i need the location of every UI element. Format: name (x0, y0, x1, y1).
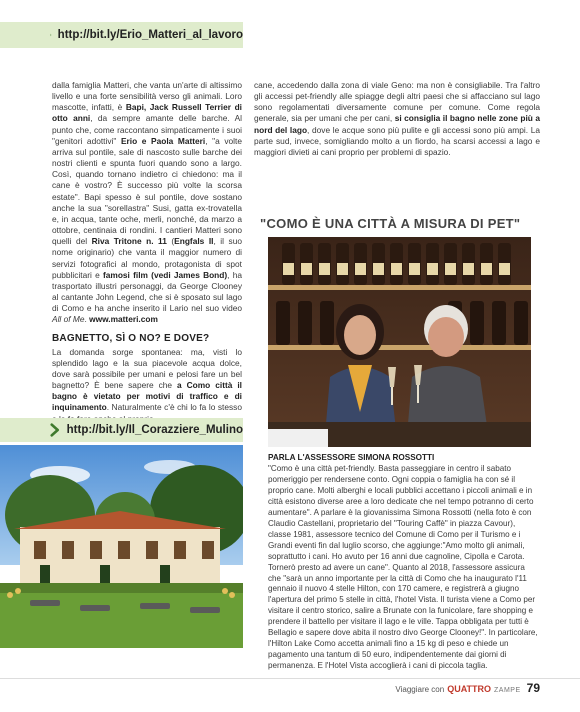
text-run: cane, accedendo dalla zona di viale Geno: ma non è consigliabile. Tra l'altro gli accessi pet-friendly alle spiagge degli altri paesi che si affacciano sul lago sono regolamentati diversamente comune per comune. Come regola generale, sia per umani che per cani, (254, 80, 540, 124)
chevron-right-icon (50, 24, 52, 46)
text-run: , dove le acque sono più pulite e gli accessi sono più ampi. La parte sud, invece, somigliando molto a un fiordo, ha scarsi accessi a lago e maggiori divieti ai cani proprio per problemi di spazio. (254, 124, 540, 157)
emphasis-text: si consiglia il bagno nelle zone più a nord del lago (254, 113, 541, 135)
emphasis-text: Erio e Paola Matteri (120, 135, 206, 146)
text-run: . Naturalmente c'è chi lo fa lo stesso (106, 402, 242, 413)
page-footer (395, 681, 540, 695)
text-run: , ha trasportato illustri personaggi, da George Clooney al cantante John Legend, che si è sposato sul lago di Como e ha anche inserito il Lario nel suo video (52, 269, 242, 314)
caption-heading: PARLA L'ASSESSORE SIMONA ROSSOTTI (268, 453, 435, 462)
footer-divider (0, 678, 580, 679)
article-column-left (52, 80, 242, 425)
emphasis-text: a Como città il bagno è vietato per motivi di traffico e di inquinamento (52, 380, 242, 413)
footer-prefix: Viaggiare con (395, 685, 445, 694)
link-url[interactable]: http://bit.ly/Il_Corazziere_Mulino (66, 424, 243, 436)
article-paragraph (52, 80, 242, 325)
article-column-right (254, 80, 540, 158)
page-number: 79 (526, 681, 540, 695)
magazine-logo-suffix: ZAMPE (494, 687, 521, 694)
emphasis-text: Riva Tritone n. 11 (91, 236, 167, 247)
italic-text: All of Me (52, 314, 85, 325)
emphasis-text: Engfals II (174, 236, 214, 247)
text-run: ( (166, 236, 175, 247)
link-banner-mid[interactable] (0, 418, 243, 442)
chevron-right-icon (50, 419, 61, 441)
magazine-logo: QUATTRO (447, 684, 492, 694)
emphasis-text[interactable]: www.matteri.com (89, 314, 158, 325)
box-title: "COMO È UNA CITTÀ A MISURA DI PET" (260, 216, 521, 231)
link-url[interactable]: http://bit.ly/Erio_Matteri_al_lavoro (57, 29, 243, 41)
emphasis-text: Bapi, Jack Russell Terrier di otto anni (52, 102, 242, 124)
link-banner-top[interactable] (0, 22, 243, 48)
text-run: , "a volte arriva sul pontile, sale di nascosto sulle barche dei nostri clienti e spunta fuori quando sono a largo. Così, quando tornano indietro ci chiedono: ma il cane è vostro? È successo più volte la scorsa estate". Bapi spesso è sul pontile, dove sostano anche la sua "sorellastra" Susi, gatta ex-trovatella e, in acqua, tante oche, merli, nonché, da marzo a ottobre, centinaia di rondini. I cantieri Matteri sono quelli del (52, 135, 242, 247)
text-run: , il suo nome originario) che vanta il maggior numero di servizi fotografici al mondo, protagonista di spot pubblicitari e (52, 236, 242, 280)
article-paragraph (254, 80, 540, 158)
emphasis-text: famosi film (vedi James Bond) (102, 269, 228, 280)
article-paragraph (52, 347, 242, 425)
photo-villa-garden (0, 445, 243, 648)
text-run: , da sempre amante delle barche. Al punto che, come raccontano simpaticamente i suoi "genitori adottivi" (52, 113, 242, 146)
caption-paragraph: "Como è una città pet-friendly. Basta passeggiare in centro il sabato pomeriggio per rendersene conto. Ogni coppia o famiglia ha con sé il proprio cane. Molti alberghi e locali pubblici accettano i piccoli animali e in città esistono diverse aree a loro dedicate che nel tempo potranno di certo aumentare". A parlare è la giovanissima Simona Rossotti (nella foto è con Claudio Castellani, proprietario del "Touring Caffè" in piazza Cavour), classe 1981, assessore tecnico del Comune di Como per il Turismo e i Grandi eventi fin dal luglio scorso, che aggiunge:"Amo molto gli animali, soprattutto i cani. Ho avuto per 16 anni due cagnoline, Cipolla e Carota. Tornerò presto ad avere un cane". Quanto al 2018, l'assessore assicura che "sarà un anno importante per la città di Como che ha inaugurato l'11 gennaio il nuovo 4 stelle Hilton, con 170 camere, e registrerà a giugno l'apertura del primo 5 stelle in città, l'hotel Vista. Il turista viene a Como per visitare il centro storico, salire a Brunate con la funicolare, fare shopping e prendere il battello per visitare il lago e le ville. Tappa obbligata per tutti è Bellagio e sapere dove abita il nostro divo George Clooney!". In particolare, l'Hilton Lake Como accetta animali fino a 15 kg di peso e chiede un pagamento una tantum di 50 euro, indipendentemente dai giorni di permanenza. E l'Hotel Vista accoglierà i cani di piccola taglia. (268, 464, 538, 671)
text-run: . (84, 314, 90, 325)
photo-assessore-bar (268, 237, 531, 447)
text-run: dalla famiglia Matteri, che vanta un'arte di altissimo livello e una forte sensibilità verso gli animali. Loro mascotte, infatti, è (52, 80, 242, 113)
section-title: BAGNETTO, SÌ O NO? E DOVE? (52, 333, 210, 345)
text-run: La domanda sorge spontanea: ma, visti lo splendido lago e la sua piacevole acqua dolce, dove sarà possibile per umani e pelosi fare un bel bagnetto? È bene sapere che (52, 346, 242, 391)
caption-text (268, 464, 538, 672)
